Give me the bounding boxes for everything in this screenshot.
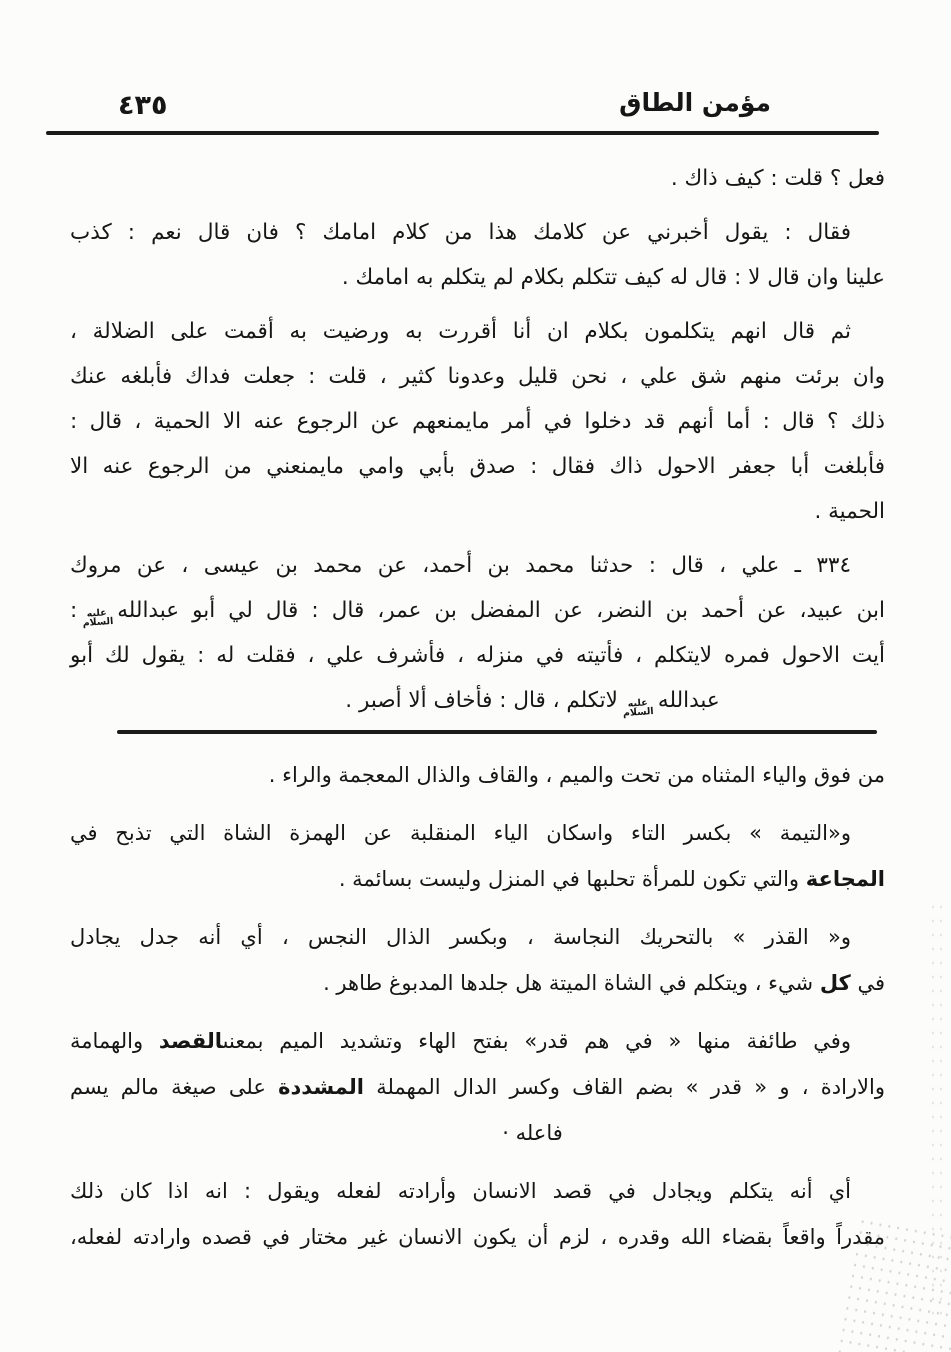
text-segment: والتي تكون للمرأة تحلبها في المنزل وليست بسائمة . bbox=[338, 867, 806, 891]
paragraph-hadith-334 bbox=[70, 543, 885, 723]
text-line: فأبلغت أبا جعفر الاحول ذاك فقال : صدق بأبي وامي مايمنعني من الرجوع عنه الا bbox=[70, 454, 885, 479]
text-segment: على صيغة مالم يسم bbox=[70, 1075, 279, 1099]
text-line: ٣٣٤ ـ علي ، قال : حدثنا محمد بن أحمد، عن محمد بن عيسى ، عن مروك bbox=[70, 553, 851, 578]
text-segment: : bbox=[70, 598, 78, 623]
text-segment: والهمامة bbox=[70, 1029, 159, 1053]
footnote-1 bbox=[70, 752, 885, 798]
text-line: و« القذر » بالتحريك النجاسة ، وبكسر الذال النجس ، أي أنه جدل يجادل bbox=[70, 925, 851, 949]
footnotes-block bbox=[70, 752, 885, 1272]
text-line: من فوق والياء المثناه من تحت والميم ، والقاف والذال المعجمة والراء . bbox=[268, 763, 885, 787]
running-title: مؤمن الطاق bbox=[619, 88, 771, 117]
footnote-5 bbox=[70, 1168, 885, 1260]
footnote-2 bbox=[70, 810, 885, 902]
footnote-separator-rule bbox=[117, 730, 877, 734]
page-number: ٤٣٥ bbox=[118, 90, 168, 121]
text-segment: في bbox=[850, 971, 885, 995]
bold-term: كل bbox=[819, 971, 851, 995]
text-line: أيت الاحول فمره لايتكلم ، فأتيته في منزله ، فأشرف علي ، فقلت له : يقول لك أبو bbox=[70, 643, 885, 668]
text-line bbox=[70, 678, 885, 723]
text-line: علينا وان قال لا : قال له كيف تتكلم بكلام لم يتكلم به امامك . bbox=[341, 265, 885, 290]
text-line: ذلك ؟ قال : أما أنهم قد دخلوا في أمر مايمنعهم عن الرجوع عنه الا الحمية ، قال : bbox=[70, 409, 885, 434]
text-line bbox=[70, 1064, 885, 1110]
text-line: مقدراً واقعاً بقضاء الله وقدره ، لزم أن يكون الانسان غير مختار في قصده وارادته لفعله، bbox=[70, 1225, 885, 1249]
text-line bbox=[70, 960, 885, 1006]
text-line bbox=[70, 588, 885, 633]
text-line: الحمية . bbox=[814, 499, 885, 524]
text-line: فعل ؟ قلت : كيف ذاك . bbox=[670, 166, 885, 191]
alayhi-salam-symbol: عليه السلام bbox=[82, 607, 114, 629]
text-segment: شيء ، ويتكلم في الشاة الميتة هل جلدها المدبوغ طاهر . bbox=[323, 971, 820, 995]
alayhi-salam-symbol: عليه السلام bbox=[622, 697, 654, 720]
paragraph-1 bbox=[70, 156, 885, 201]
text-line: ثم قال انهم يتكلمون بكلام ان أنا أقررت به ورضيت به أقمت على الضلالة ، bbox=[70, 319, 851, 344]
bold-term: القصد bbox=[158, 1029, 223, 1053]
text-line: و«التيمة » بكسر التاء واسكان الياء المنقلبة عن الهمزة الشاة التي تذبح في bbox=[70, 821, 851, 845]
bold-term: المشددة bbox=[278, 1075, 364, 1099]
text-segment: ابن عبيد، عن أحمد بن النضر، عن المفضل بن عمر، قال : قال لي أبو عبدالله bbox=[117, 598, 885, 623]
text-segment: وفي طائفة منها « في هم قدر» بفتح الهاء وتشديد الميم بمعنى bbox=[222, 1029, 851, 1053]
bold-term: المجاعة bbox=[805, 867, 885, 891]
text-line: فاعله · bbox=[502, 1121, 563, 1145]
footnote-3 bbox=[70, 914, 885, 1006]
text-line: أي أنه يتكلم ويجادل في قصد الانسان وأرادته لفعله ويقول : انه اذا كان ذلك bbox=[70, 1179, 851, 1203]
paragraph-3 bbox=[70, 309, 885, 534]
text-line bbox=[70, 856, 885, 902]
text-segment: عبدالله bbox=[657, 688, 720, 713]
text-segment: والارادة ، و « قدر » بضم القاف وكسر الدال المهملة bbox=[363, 1075, 886, 1099]
main-text-block bbox=[70, 156, 885, 732]
footnote-4 bbox=[70, 1018, 885, 1156]
text-line: فقال : يقول أخبرني عن كلامك هذا من كلام امامك ؟ فان قال نعم : كذب bbox=[70, 220, 851, 245]
text-line: وان برئت منهم شق علي ، نحن قليل وعدونا كثير ، قلت : جعلت فداك فأبلغه عنك bbox=[70, 364, 885, 389]
text-segment: لاتكلم ، قال : فأخاف ألا أصبر . bbox=[345, 688, 618, 713]
text-line bbox=[70, 1018, 885, 1064]
scan-noise-edge bbox=[929, 900, 947, 1320]
header-rule bbox=[46, 131, 879, 135]
paragraph-2 bbox=[70, 210, 885, 300]
